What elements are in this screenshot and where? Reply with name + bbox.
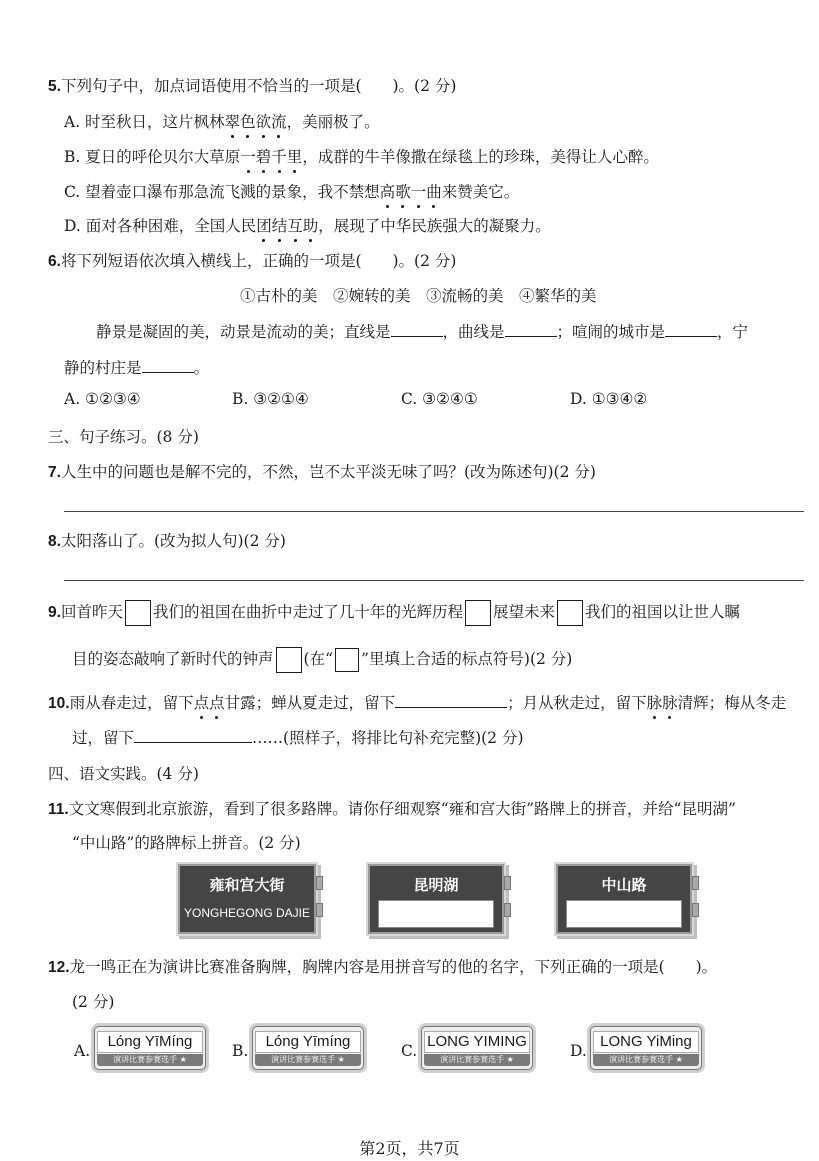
dotted-char: 点 <box>194 691 210 713</box>
sign-post <box>504 876 511 890</box>
q12-option-b-letter[interactable]: B. <box>232 1042 249 1060</box>
q12-option-a-badge[interactable] <box>94 1026 206 1070</box>
q5-stem: 5.下列句子中，加点词语使用不恰当的一项是( )。(2 分) <box>48 77 457 95</box>
q5-option-d[interactable]: D. 面对各种困难，全国人民团结互助，展现了中华民族强大的凝聚力。 <box>64 214 551 236</box>
dotted-char: 翠 <box>225 110 241 132</box>
road-sign-kunminghu <box>368 864 504 934</box>
sign-chinese: 雍和宫大街 <box>209 876 285 894</box>
dotted-char: 色 <box>240 110 256 132</box>
page-footer: 第2页，共7页 <box>359 1139 460 1158</box>
dotted-word <box>647 694 678 712</box>
dotted-word <box>225 113 287 131</box>
q6-option-c[interactable]: C. ③②④① <box>401 390 478 408</box>
dotted-char: 一 <box>240 145 256 167</box>
q12-option-c-badge[interactable] <box>421 1026 533 1070</box>
q8-answer-line[interactable] <box>64 580 804 581</box>
dotted-char: 一 <box>411 180 427 202</box>
section-4-heading: 四、语文实践。(4 分) <box>48 765 199 783</box>
punctuation-box[interactable] <box>557 600 583 626</box>
dotted-char: 里 <box>287 145 303 167</box>
badge-name: Lóng YīMíng <box>97 1031 203 1053</box>
answer-blank[interactable] <box>665 321 717 338</box>
answer-blank[interactable] <box>505 321 557 338</box>
section-3-heading: 三、句子练习。(8 分) <box>48 428 199 446</box>
road-sign-yonghegong <box>178 864 316 934</box>
q6-phrases: ①古朴的美 ②婉转的美 ③流畅的美 ④繁华的美 <box>240 287 597 305</box>
q6-sentence-line2: 静的村庄是 。 <box>64 356 209 378</box>
dotted-char: 助 <box>303 214 319 236</box>
answer-blank[interactable] <box>395 692 507 709</box>
q10-line1: 10.雨从春走过，留下点点甘露；蝉从夏走过，留下 ；月从秋走过，留下脉脉清辉；梅从冬走 <box>48 691 786 713</box>
q12-option-b-badge[interactable] <box>252 1026 364 1070</box>
dotted-char: 结 <box>272 214 288 236</box>
q5-option-c[interactable]: C. 望着壶口瀑布那急流飞溅的景象，我不禁想高歌一曲来赞美它。 <box>64 180 519 202</box>
q5-option-a[interactable]: A. 时至秋日，这片枫林翠色欲流，美丽极了。 <box>64 110 380 132</box>
answer-blank[interactable] <box>142 357 194 374</box>
q6-stem: 6.将下列短语依次填入横线上，正确的一项是( )。(2 分) <box>48 252 457 270</box>
pinyin-answer-box[interactable] <box>378 900 494 928</box>
q9-line1: 9.回首昨天 我们的祖国在曲折中走过了几十年的光辉历程 展望未来 我们的祖国以让世人瞩 <box>48 600 740 626</box>
badge-subtitle: 演讲比赛参赛选手 ★ <box>593 1054 699 1066</box>
punctuation-box[interactable] <box>465 600 491 626</box>
sign-post <box>504 903 511 917</box>
dotted-char: 碧 <box>256 145 272 167</box>
dotted-word <box>380 183 442 201</box>
punctuation-box[interactable] <box>125 600 151 626</box>
badge-name: Lóng Yīmíng <box>255 1031 361 1053</box>
sign-post <box>692 903 699 917</box>
q7-stem: 7.人生中的问题也是解不完的，不然，岂不太平淡无味了吗？(改为陈述句)(2 分) <box>48 463 596 481</box>
sign-post <box>316 876 323 890</box>
q7-answer-line[interactable] <box>64 511 804 512</box>
dotted-word <box>240 148 302 166</box>
sign-pinyin: YONGHEGONG DAJIE <box>183 906 311 920</box>
punctuation-box[interactable] <box>276 647 302 673</box>
pinyin-answer-box[interactable] <box>566 900 682 928</box>
dotted-char: 流 <box>271 110 287 132</box>
q9-line2: 目的姿态敲响了新时代的钟声 (在“ ”里填上合适的标点符号)(2 分) <box>72 647 572 673</box>
q10-line2: 过，留下 ……(照样子，将排比句补充完整)(2 分) <box>72 726 524 748</box>
sign-chinese: 昆明湖 <box>413 876 459 894</box>
badge-name: LONG YiMing <box>593 1031 699 1053</box>
answer-blank[interactable] <box>391 321 443 338</box>
dotted-char: 脉 <box>647 691 663 713</box>
road-sign-zhongshanlu <box>556 864 692 934</box>
q12-option-c-letter[interactable]: C. <box>401 1042 418 1060</box>
dotted-char: 团 <box>256 214 272 236</box>
sign-post <box>692 876 699 890</box>
q6-option-a[interactable]: A. ①②③④ <box>64 390 141 408</box>
q5-option-b[interactable]: B. 夏日的呼伦贝尔大草原一碧千里，成群的牛羊像撒在绿毯上的珍珠，美得让人心醉。 <box>64 145 659 167</box>
dotted-char: 欲 <box>256 110 272 132</box>
badge-subtitle: 演讲比赛参赛选手 ★ <box>255 1054 361 1066</box>
dotted-char: 歌 <box>395 180 411 202</box>
badge-subtitle: 演讲比赛参赛选手 ★ <box>97 1054 203 1066</box>
dotted-char: 互 <box>287 214 303 236</box>
dotted-char: 点 <box>209 691 225 713</box>
q12-option-d-badge[interactable] <box>590 1026 702 1070</box>
dotted-char: 脉 <box>662 691 678 713</box>
dotted-char: 曲 <box>426 180 442 202</box>
answer-blank[interactable] <box>134 727 252 744</box>
badge-name: LONG YIMING <box>424 1031 530 1053</box>
example-box <box>335 648 359 672</box>
q6-sentence-line1: 静景是凝固的美，动景是流动的美；直线是 ，曲线是 ；喧闹的城市是 ，宁 <box>96 320 748 342</box>
q11-line1: 11.文文寒假到北京旅游，看到了很多路牌。请你仔细观察“雍和宫大街”路牌上的拼音，并给“昆明湖” <box>48 800 736 818</box>
q11-line2: “中山路”的路牌标上拼音。(2 分) <box>72 834 301 852</box>
q6-option-d[interactable]: D. ①③④② <box>570 390 648 408</box>
sign-chinese: 中山路 <box>601 876 647 894</box>
q6-option-b[interactable]: B. ③②①④ <box>232 390 309 408</box>
dotted-char: 千 <box>271 145 287 167</box>
q12-option-d-letter[interactable]: D. <box>570 1042 587 1060</box>
q12-option-a-letter[interactable]: A. <box>74 1042 91 1060</box>
q12-line1: 12.龙一鸣正在为演讲比赛准备胸牌，胸牌内容是用拼音写的他的名字，下列正确的一项是( )。 <box>48 958 718 976</box>
dotted-word <box>256 217 318 235</box>
q12-line2: (2 分) <box>72 993 115 1011</box>
dotted-word <box>194 694 225 712</box>
sign-post <box>316 903 323 917</box>
badge-subtitle: 演讲比赛参赛选手 ★ <box>424 1054 530 1066</box>
q8-stem: 8.太阳落山了。(改为拟人句)(2 分) <box>48 532 286 550</box>
dotted-char: 高 <box>380 180 396 202</box>
